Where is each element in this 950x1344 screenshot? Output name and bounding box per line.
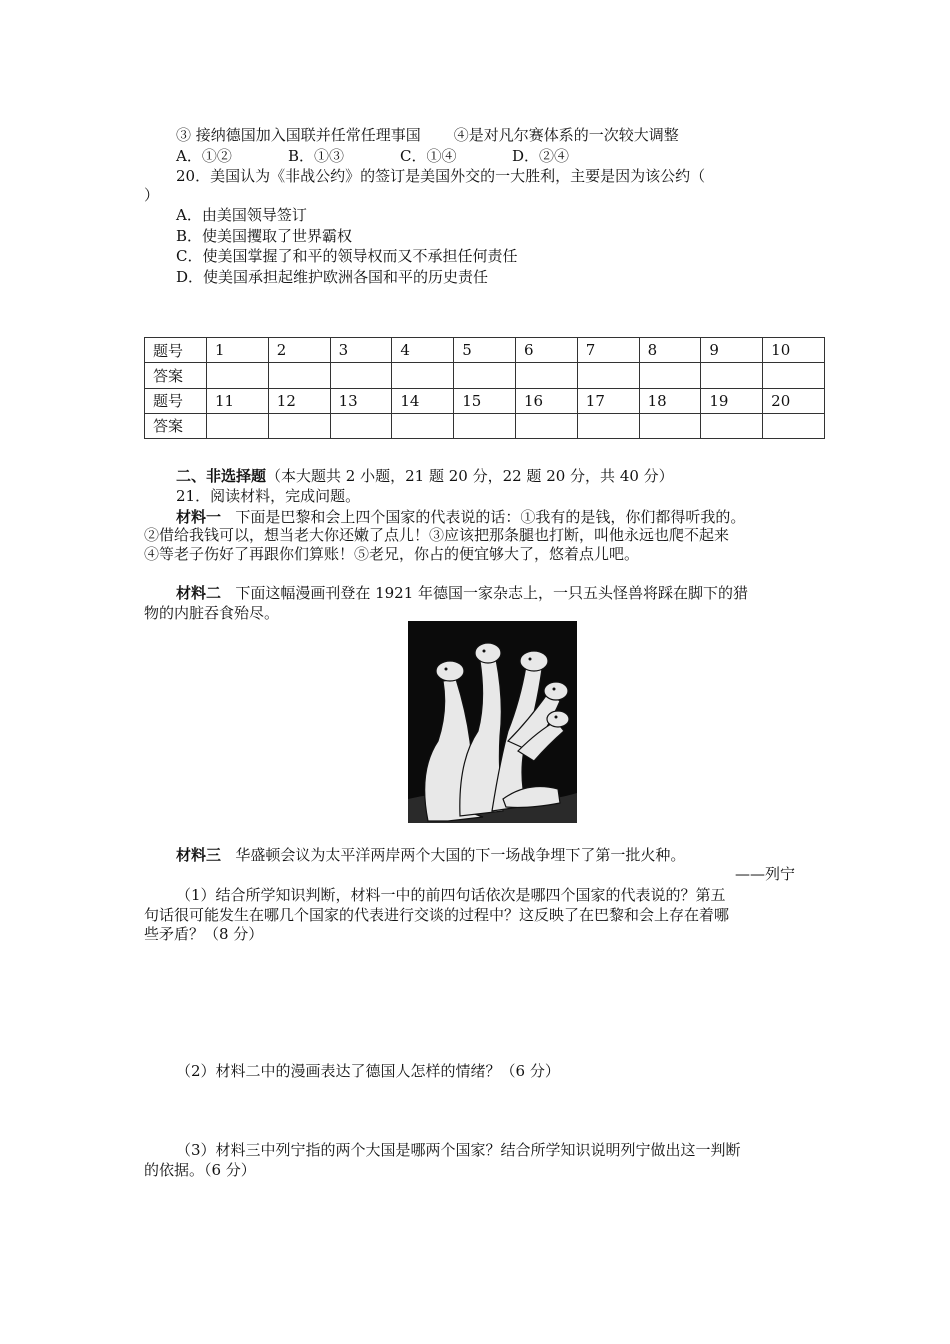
answer-cell[interactable]: [454, 413, 516, 438]
q20-option-b: B．使美国攫取了世界霸权: [176, 227, 353, 245]
question-number-cell: 11: [207, 388, 269, 413]
question-number-cell: 20: [763, 388, 825, 413]
subquestion-2: （2）材料二中的漫画表达了德国人怎样的情绪？（6 分）: [176, 1062, 560, 1080]
material-1-text: 下面是巴黎和会上四个国家的代表说的话：①我有的是钱，你们都得听我的。: [235, 508, 746, 526]
subquestion-1-line-1: （1）结合所学知识判断，材料一中的前四句话依次是哪四个国家的代表说的？第五: [176, 886, 726, 904]
question-number-cell: 10: [763, 338, 825, 363]
answer-cell[interactable]: [639, 363, 701, 388]
question-number-cell: 6: [515, 338, 577, 363]
question-number-cell: 19: [701, 388, 763, 413]
question-number-cell: 1: [207, 338, 269, 363]
question-number-cell: 7: [577, 338, 639, 363]
five-headed-beast-cartoon: [408, 621, 577, 823]
answer-cell[interactable]: [763, 413, 825, 438]
section-2-note: （本大题共 2 小题，21 题 20 分，22 题 20 分，共 40 分）: [266, 467, 674, 485]
answer-cell[interactable]: [330, 363, 392, 388]
q20-option-a: A．由美国领导签订: [176, 206, 307, 224]
q20-option-d: D．使美国承担起维护欧洲各国和平的历史责任: [176, 268, 489, 286]
cartoon-illustration: [408, 621, 577, 823]
subquestion-1-line-3: 些矛盾？（8 分）: [144, 925, 264, 943]
subquestion-3-line-2: 的依据。（6 分）: [144, 1161, 256, 1179]
answer-cell[interactable]: [577, 413, 639, 438]
table-row: [145, 338, 825, 363]
subquestion-3-line-1: （3）材料三中列宁指的两个大国是哪两个国家？结合所学知识说明列宁做出这一判断: [176, 1141, 741, 1159]
q19-option-line-1: [176, 125, 679, 145]
subquestion-1-line-2: 句话很可能发生在哪几个国家的代表进行交谈的过程中？这反映了在巴黎和会上存在着哪: [144, 906, 730, 924]
table-row: [145, 388, 825, 413]
material-1-line-3: ④等老子伤好了再跟你们算账！⑤老兄，你占的便宜够大了，悠着点儿吧。: [144, 545, 640, 563]
row-label: 答案: [145, 363, 207, 388]
q19-choices: [176, 146, 624, 166]
question-number-cell: 18: [639, 388, 701, 413]
question-number-cell: 13: [330, 388, 392, 413]
material-3-source: ——列宁: [735, 865, 796, 883]
material-2-label: 材料二: [176, 584, 222, 602]
q19-choice-a: A．①②: [176, 147, 232, 165]
material-1-line-1: [176, 507, 745, 527]
question-number-cell: 5: [454, 338, 516, 363]
q19-choice-d: D．②④: [512, 147, 570, 165]
answer-cell[interactable]: [701, 363, 763, 388]
answer-cell[interactable]: [454, 363, 516, 388]
section-2-title: 二、非选择题: [176, 467, 267, 485]
question-number-cell: 14: [392, 388, 454, 413]
row-label: 题号: [145, 388, 207, 413]
q20-option-c: C．使美国掌握了和平的领导权而又不承担任何责任: [176, 247, 518, 265]
answer-cell[interactable]: [268, 363, 330, 388]
row-label: 题号: [145, 338, 207, 363]
q21-stem: 21．阅读材料，完成问题。: [176, 487, 361, 505]
material-2-line-2: 物的内脏吞食殆尽。: [144, 604, 280, 622]
question-number-cell: 12: [268, 388, 330, 413]
question-number-cell: 3: [330, 338, 392, 363]
question-number-cell: 4: [392, 338, 454, 363]
row-label: 答案: [145, 413, 207, 438]
q19-choice-b: B．①③: [288, 147, 345, 165]
table-row: [145, 363, 825, 388]
q19-choice-c: C．①④: [400, 147, 457, 165]
table-row: [145, 413, 825, 438]
answer-cell[interactable]: [515, 363, 577, 388]
answer-table: [144, 337, 825, 439]
section-2-heading: [176, 466, 674, 486]
material-3-label: 材料三: [176, 846, 222, 864]
material-2-text: 下面这幅漫画刊登在 1921 年德国一家杂志上，一只五头怪兽将踩在脚下的猎: [235, 584, 749, 602]
answer-cell[interactable]: [577, 363, 639, 388]
q20-stem-end: ）: [144, 186, 160, 204]
question-number-cell: 15: [454, 388, 516, 413]
answer-cell[interactable]: [207, 413, 269, 438]
answer-cell[interactable]: [639, 413, 701, 438]
answer-cell[interactable]: [207, 363, 269, 388]
question-number-cell: 17: [577, 388, 639, 413]
material-3-line-1: [176, 845, 685, 865]
answer-cell[interactable]: [515, 413, 577, 438]
question-number-cell: 9: [701, 338, 763, 363]
q20-stem: 20．美国认为《非战公约》的签订是美国外交的一大胜利，主要是因为该公约（: [176, 167, 706, 185]
material-3-text: 华盛顿会议为太平洋两岸两个大国的下一场战争埋下了第一批火种。: [235, 846, 686, 864]
q19-item-4: ④是对凡尔赛体系的一次较大调整: [453, 126, 679, 144]
answer-cell[interactable]: [330, 413, 392, 438]
material-1-line-2: ②借给我钱可以，想当老大你还嫩了点儿！③应该把那条腿也打断，叫他永远也爬不起来: [144, 526, 730, 544]
q19-item-3: ③ 接纳德国加入国联并任常任理事国: [176, 126, 421, 144]
answer-cell[interactable]: [701, 413, 763, 438]
answer-cell[interactable]: [763, 363, 825, 388]
material-1-label: 材料一: [176, 508, 222, 526]
material-2-line-1: [176, 583, 748, 603]
answer-cell[interactable]: [392, 413, 454, 438]
question-number-cell: 2: [268, 338, 330, 363]
answer-cell[interactable]: [392, 363, 454, 388]
answer-cell[interactable]: [268, 413, 330, 438]
question-number-cell: 16: [515, 388, 577, 413]
question-number-cell: 8: [639, 338, 701, 363]
